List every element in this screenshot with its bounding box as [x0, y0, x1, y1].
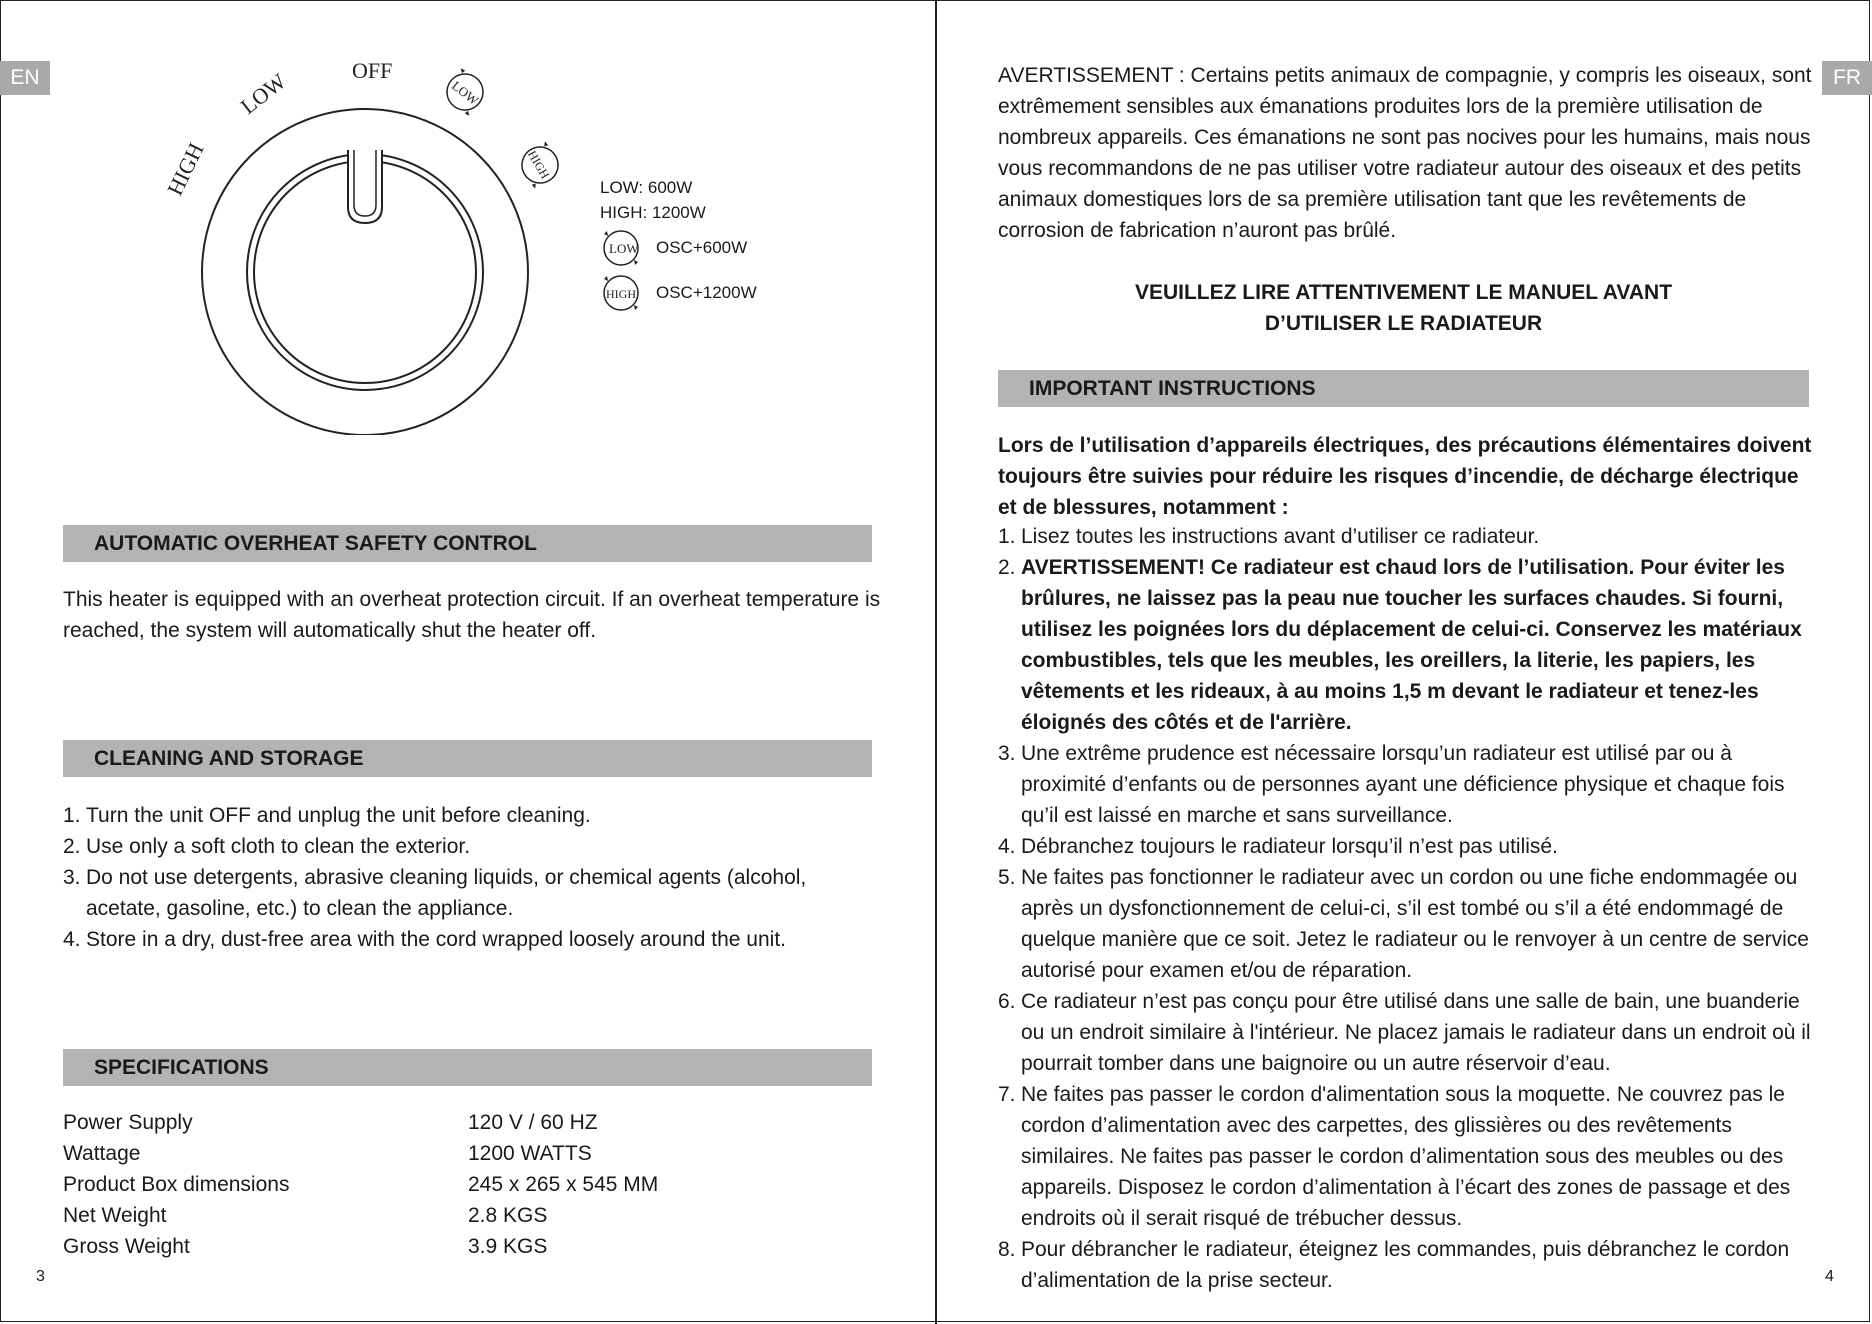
list-item: 5. Ne faites pas fonctionner le radiateur avec un cordon ou une fiche endommagée ou après un dysfonctionnement de celui-ci, s’il est tombé ou s’il a été endommagé de quelque manière que ce soit. Jetez le radiateur ou le renvoyer à un centre de service autorisé pour examen et/ou de réparation.	[998, 866, 1809, 982]
fr-intro: Lors de l’utilisation d’appareils électriques, des précautions élémentaires doivent toujours être suivies pour réduire les risques d’incendie, de décharge électrique et de blessures, notamment :	[998, 434, 1812, 519]
legend-high: HIGH: 1200W	[600, 203, 706, 222]
list-item: 3. Une extrême prudence est nécessaire lorsqu’un radiateur est utilisé par ou à proximité d’enfants ou de personnes ayant une déficience physique et chaque fois qu’il est laissé en marche et sans surveillance.	[998, 742, 1785, 827]
power-legend	[600, 175, 757, 315]
overheat-body: This heater is equipped with an overheat protection circuit. If an overheat temperature is reached, the system will automatically shut the heater off.	[63, 588, 881, 642]
cleaning-heading: CLEANING AND STORAGE	[63, 740, 872, 777]
dial-label-off: OFF	[352, 58, 393, 83]
list-item: 7. Ne faites pas passer le cordon d'alimentation sous la moquette. Ne couvrez pas le cordon d’alimentation avec des carpettes, des glissières ou des revêtements similaires. Ne faites pas passer le cordon d’alimentation sous des meubles ou des appareils. Disposez le cordon d’alimentation à l’écart des zones de passage et des endroits où il serait risqué de trébucher dessus.	[998, 1083, 1791, 1230]
list-item: 8. Pour débrancher le radiateur, éteignez les commandes, puis débranchez le cordon d’alimentation de la prise secteur.	[998, 1238, 1790, 1292]
dial-osc-low-label: LOW	[449, 77, 482, 108]
list-item: 6. Ce radiateur n’est pas conçu pour être utilisé dans une salle de bain, une buanderie ou un endroit similaire à l'intérieur. Ne placez jamais le radiateur dans un endroit où il pourrait tomber dans une baignoire ou un autre réservoir d’eau.	[998, 990, 1811, 1075]
specifications-heading: SPECIFICATIONS	[63, 1049, 872, 1086]
list-item: 4. Store in a dry, dust-free area with the cord wrapped loosely around the unit.	[63, 928, 787, 951]
legend-osc-high-row	[600, 270, 757, 315]
control-dial-diagram	[140, 55, 560, 435]
dial-label-low: LOW	[235, 68, 291, 119]
list-item: 3. Do not use detergents, abrasive cleaning liquids, or chemical agents (alcohol, acetate, gasoline, etc.) to clean the appliance.	[63, 866, 807, 920]
osc-high-icon	[600, 273, 642, 313]
legend-osc-high: OSC+1200W	[656, 283, 757, 302]
svg-text:LOW: LOW	[609, 240, 639, 256]
dial-label-high: HIGH	[162, 138, 209, 200]
list-item: 4. Débranchez toujours le radiateur lorsqu’il n’est pas utilisé.	[998, 835, 1558, 858]
dial-osc-low-icon	[440, 67, 491, 118]
fr-instructions-heading: IMPORTANT INSTRUCTIONS	[998, 370, 1809, 407]
dial-osc-high-label: HIGH	[525, 148, 553, 182]
table-row: Net Weight 2.8 KGS	[63, 1204, 548, 1227]
list-item: 2. Use only a soft cloth to clean the exterior.	[63, 835, 471, 858]
legend-osc-low-row	[600, 225, 757, 270]
overheat-heading: AUTOMATIC OVERHEAT SAFETY CONTROL	[63, 525, 872, 562]
control-dial-icon	[140, 55, 560, 435]
osc-low-icon	[600, 228, 642, 268]
language-tag-en: EN	[0, 61, 50, 95]
specifications-table	[63, 1107, 658, 1262]
list-item: 1. Lisez toutes les instructions avant d’utiliser ce radiateur.	[998, 525, 1540, 548]
table-row: Power Supply 120 V / 60 HZ	[63, 1111, 598, 1134]
table-row: Wattage 1200 WATTS	[63, 1142, 592, 1165]
page-number-right: 4	[1825, 1268, 1834, 1285]
legend-low: LOW: 600W	[600, 178, 693, 197]
table-row: Gross Weight 3.9 KGS	[63, 1235, 548, 1258]
page-divider	[935, 0, 937, 1324]
list-item: 1. Turn the unit OFF and unplug the unit before cleaning.	[63, 804, 591, 827]
cleaning-list	[63, 800, 883, 955]
page-number-left: 3	[36, 1268, 45, 1285]
legend-osc-low: OSC+600W	[656, 238, 748, 257]
dial-osc-high-icon	[515, 140, 560, 189]
language-tag-fr: FR	[1822, 61, 1872, 95]
fr-warning: AVERTISSEMENT : Certains petits animaux de compagnie, y compris les oiseaux, sont extrêmement sensibles aux émanations produites lors de la première utilisation de nombreux appareils. Ces émanations ne sont pas nocives pour les humains, mais nous vous recommandons de ne pas utiliser votre radiateur autour des oiseaux et des petits animaux domestiques lors de sa première utilisation tant que les revêtements de corrosion de fabrication n’auront pas brûlé.	[998, 64, 1812, 242]
list-item: 2. AVERTISSEMENT! Ce radiateur est chaud lors de l’utilisation. Pour éviter les brûlures, ne laissez pas la peau nue toucher les surfaces chaudes. Si fourni, utilisez les poignées lors du déplacement de celui-ci. Conservez les matériaux combustibles, tels que les meubles, les oreillers, la literie, les papiers, les vêtements et les rideaux, à au moins 1,5 m devant le radiateur et tenez-les éloignés des côtés et de l'arrière.	[998, 556, 1802, 734]
fr-read-manual-heading: VEUILLEZ LIRE ATTENTIVEMENT LE MANUEL AVANT D’UTILISER LE RADIATEUR	[1134, 281, 1673, 335]
svg-text:HIGH: HIGH	[606, 286, 636, 301]
fr-instructions-list	[998, 521, 1813, 1296]
table-row: Product Box dimensions 245 x 265 x 545 MM	[63, 1173, 659, 1196]
